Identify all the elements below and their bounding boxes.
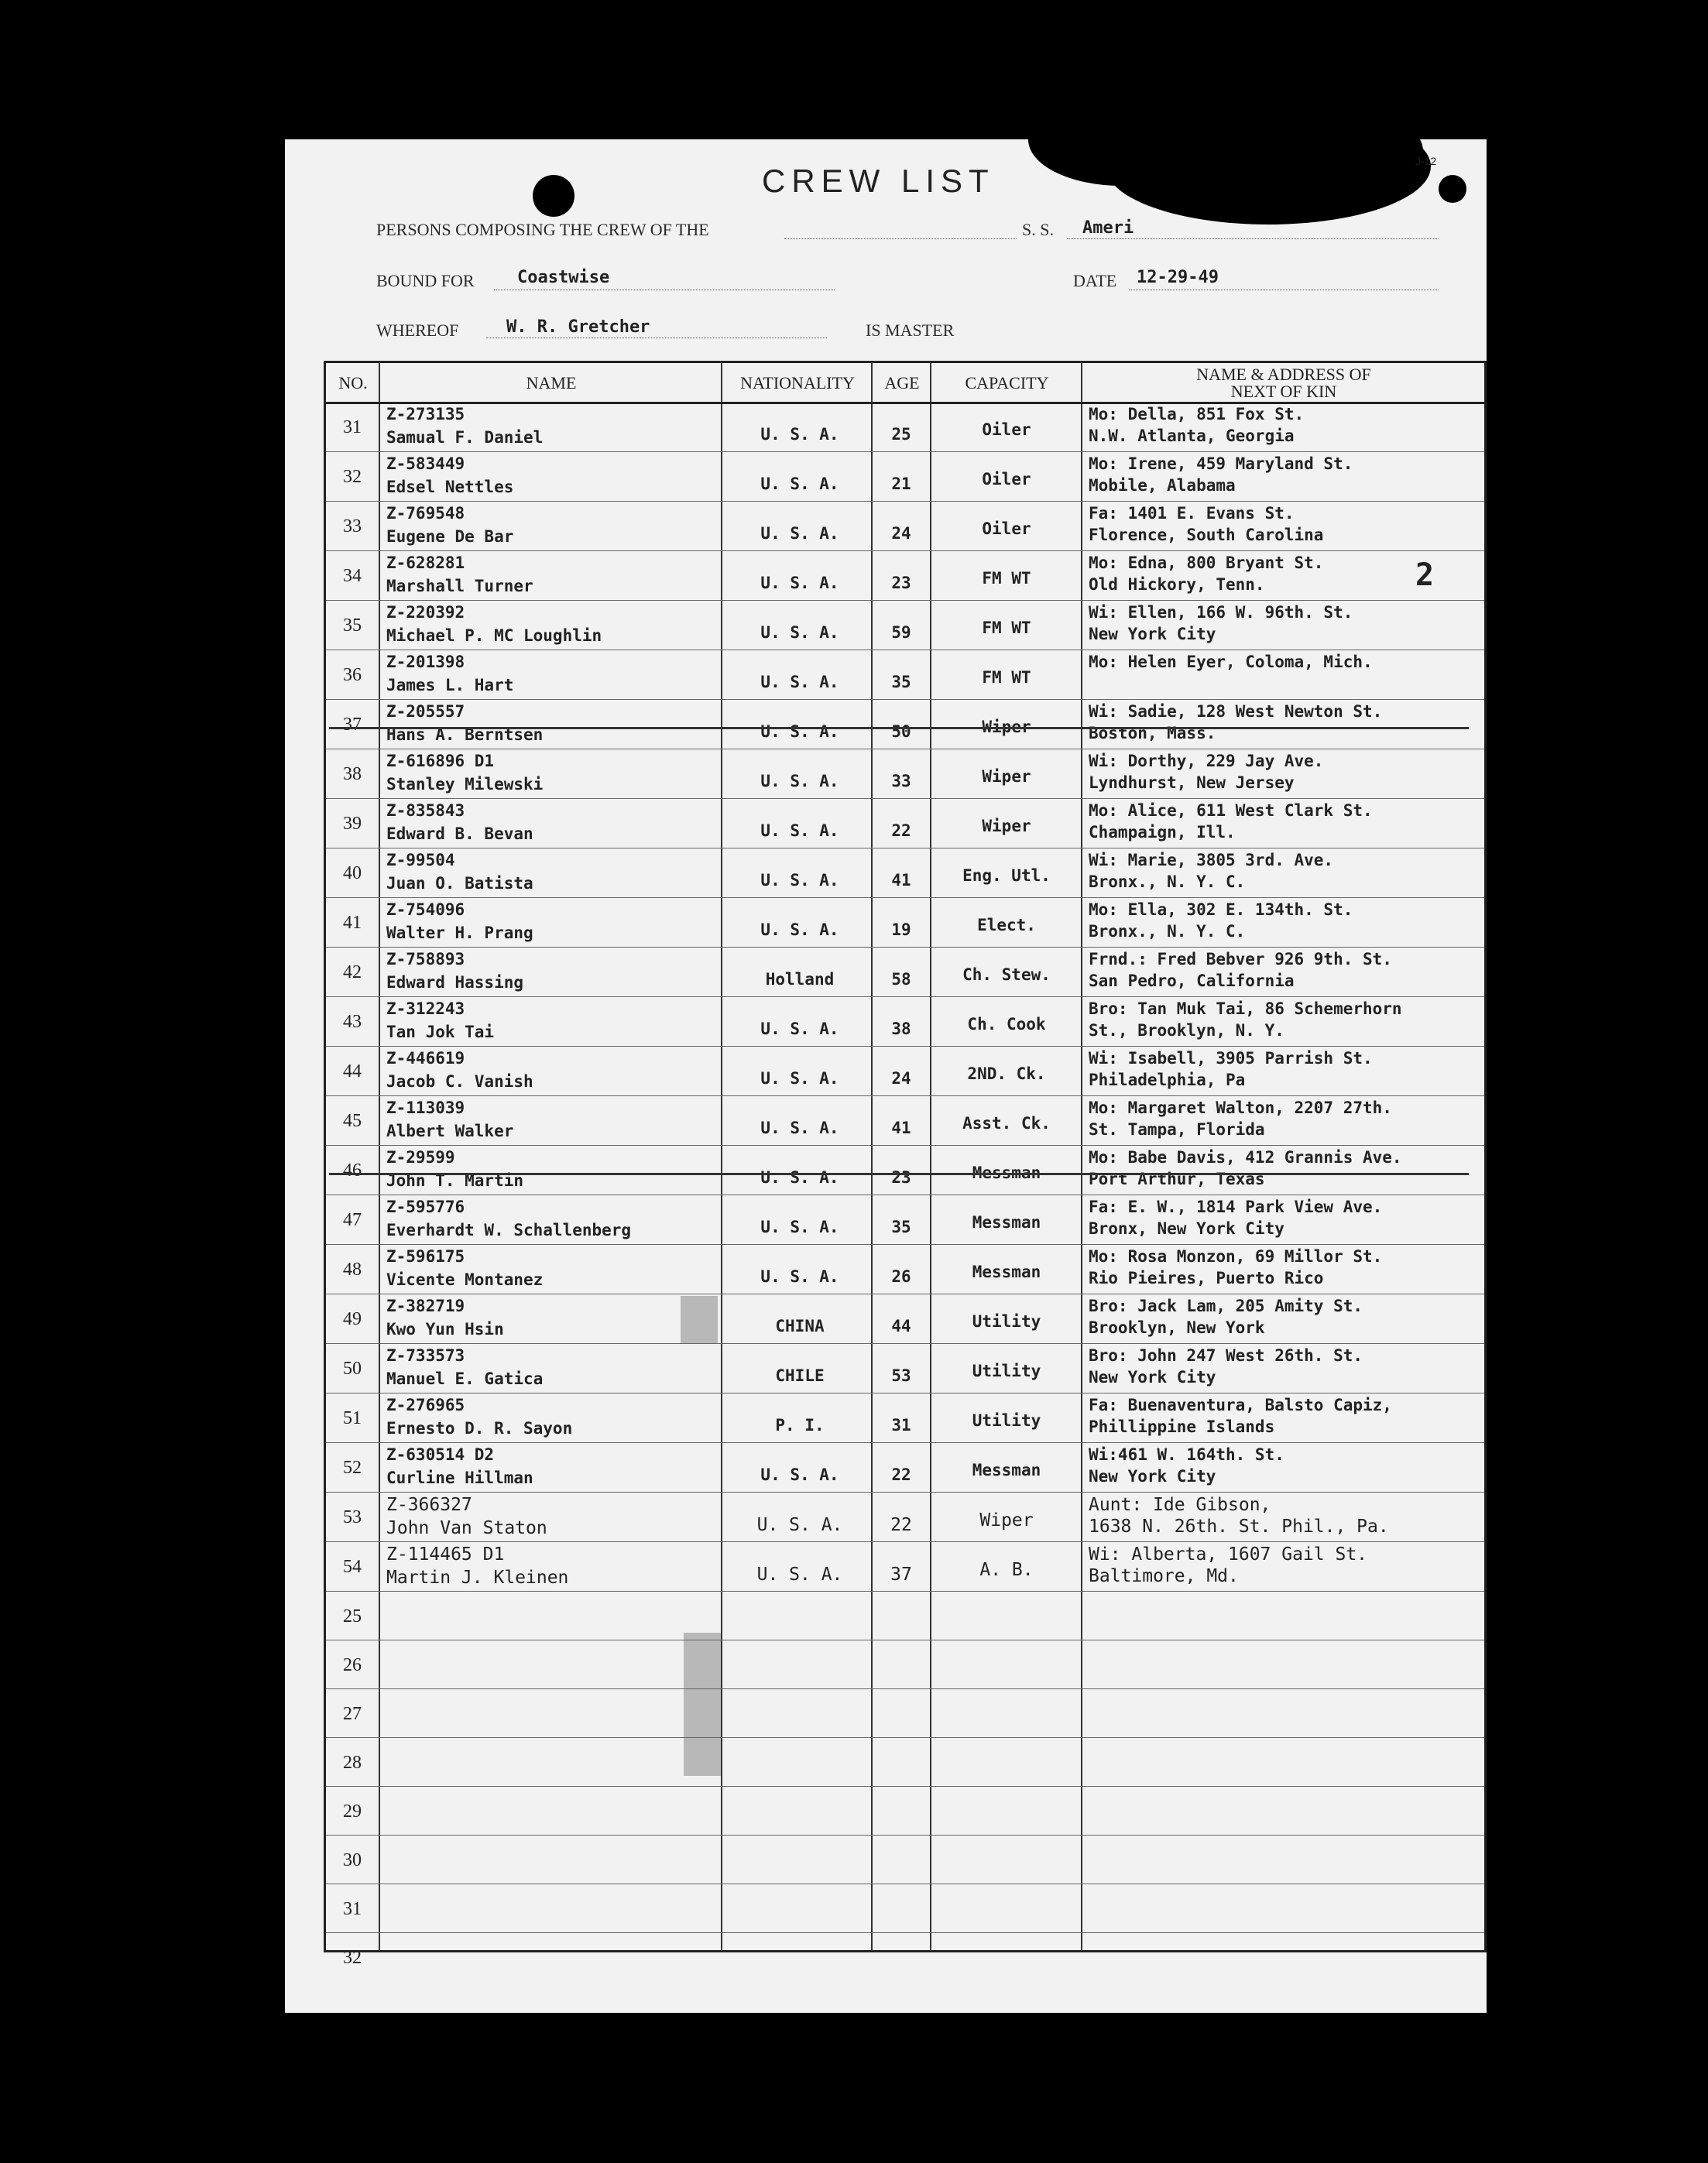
crew-name: Edsel Nettles — [386, 478, 514, 496]
nationality: U. S. A. — [760, 475, 839, 493]
capacity: Ch. Cook — [967, 1015, 1046, 1034]
crew-name: Albert Walker — [386, 1122, 514, 1140]
capacity: 2ND. Ck. — [967, 1064, 1046, 1083]
row-number: 41 — [343, 913, 362, 933]
capacity: Utility — [972, 1312, 1041, 1331]
kin-line-1: Bro: Tan Muk Tai, 86 Schemerhorn — [1089, 999, 1402, 1018]
crew-name: Eugene De Bar — [386, 527, 514, 546]
seaman-id: Z-835843 — [386, 801, 465, 820]
row-rule — [326, 996, 1484, 997]
kin-line-2: Baltimore, Md. — [1089, 1566, 1239, 1586]
row-number: 48 — [343, 1260, 362, 1280]
crew-name: Edward B. Bevan — [386, 824, 533, 843]
seaman-id: Z-113039 — [386, 1099, 465, 1117]
strike-through — [329, 1173, 1469, 1175]
capacity: Messman — [972, 1461, 1041, 1479]
row-number: 40 — [343, 863, 362, 883]
col-header-capacity: CAPACITY — [965, 373, 1049, 392]
row-number: 45 — [343, 1111, 362, 1131]
row-number: 33 — [343, 516, 362, 536]
stamp-mark — [684, 1633, 721, 1776]
row-number: 36 — [343, 665, 362, 685]
crew-table — [324, 361, 1487, 1968]
nationality: U. S. A. — [756, 1515, 843, 1535]
seaman-id: Z-366327 — [386, 1495, 472, 1515]
row-number: 39 — [343, 814, 362, 834]
date-label: DATE — [1073, 271, 1117, 290]
age: 22 — [890, 1515, 912, 1535]
crew-name: Edward Hassing — [386, 973, 524, 992]
age: 22 — [891, 821, 911, 840]
col-header-age: AGE — [884, 373, 920, 392]
age: 22 — [891, 1465, 911, 1484]
capacity: Asst. Ck. — [962, 1114, 1051, 1133]
nationality: U. S. A. — [756, 1565, 843, 1585]
nationality: U. S. A. — [760, 772, 839, 790]
kin-line-1: Wi: Isabell, 3905 Parrish St. — [1089, 1049, 1373, 1068]
kin-line-2: Boston, Mass. — [1089, 724, 1216, 742]
punch-hole — [1439, 175, 1466, 203]
kin-line-1: Wi: Alberta, 1607 Gail St. — [1089, 1544, 1368, 1565]
row-rule — [326, 1591, 1484, 1592]
kin-line-2: Mobile, Alabama — [1089, 476, 1236, 495]
row-number: 29 — [343, 1801, 362, 1822]
crew-name: Kwo Yun Hsin — [386, 1320, 504, 1339]
kin-line-2: Champaign, Ill. — [1089, 823, 1236, 842]
row-number: 54 — [343, 1557, 362, 1577]
age: 31 — [891, 1416, 911, 1435]
nationality: U. S. A. — [760, 574, 839, 592]
crew-name: Everhardt W. Schallenberg — [386, 1221, 632, 1239]
seaman-id: Z-595776 — [386, 1198, 465, 1216]
nationality: U. S. A. — [760, 623, 839, 642]
row-number: 31 — [343, 1899, 362, 1919]
nationality: U. S. A. — [760, 673, 839, 691]
capacity: FM WT — [982, 619, 1031, 637]
header-rule — [326, 402, 1484, 404]
kin-line-2: Florence, South Carolina — [1089, 526, 1324, 544]
capacity: Ch. Stew. — [962, 965, 1051, 984]
row-number: 32 — [343, 467, 362, 487]
nationality: U. S. A. — [760, 722, 839, 741]
age: 41 — [891, 1119, 911, 1137]
kin-line-1: Mo: Della, 851 Fox St. — [1089, 405, 1305, 423]
age: 23 — [891, 574, 911, 592]
kin-line-2: Bronx, New York City — [1089, 1219, 1284, 1238]
dotted-line — [784, 238, 1017, 239]
age: 26 — [891, 1267, 911, 1286]
seaman-id: Z-583449 — [386, 454, 465, 473]
age: 58 — [891, 970, 911, 989]
page-title: CREW LIST — [762, 163, 995, 199]
crew-name: Ernesto D. R. Sayon — [386, 1419, 573, 1438]
punch-hole — [1188, 175, 1230, 217]
row-rule — [326, 501, 1484, 502]
seaman-id: Z-596175 — [386, 1247, 465, 1266]
capacity: Wiper — [979, 1510, 1034, 1531]
col-header-kin: NAME & ADDRESS OF NEXT OF KIN — [1196, 365, 1371, 401]
nationality: U. S. A. — [760, 871, 839, 890]
crew-name: Vicente Montanez — [386, 1270, 544, 1289]
row-rule — [326, 1541, 1484, 1542]
form-number: J-12 — [1415, 155, 1437, 167]
kin-line-2: New York City — [1089, 1368, 1216, 1387]
row-number: 43 — [343, 1012, 362, 1032]
age: 24 — [891, 524, 911, 543]
kin-line-1: Aunt: Ide Gibson, — [1089, 1495, 1271, 1515]
row-rule — [326, 1835, 1484, 1836]
capacity: Messman — [972, 1213, 1041, 1232]
seaman-id: Z-754096 — [386, 900, 465, 919]
nationality: U. S. A. — [760, 524, 839, 543]
row-number: 50 — [343, 1359, 362, 1379]
kin-line-1: Mo: Babe Davis, 412 Grannis Ave. — [1089, 1148, 1402, 1167]
col-header-nationality: NATIONALITY — [740, 373, 855, 392]
age: 35 — [891, 673, 911, 691]
kin-line-2: St. Tampa, Florida — [1089, 1120, 1265, 1139]
kin-line-1: Wi: Ellen, 166 W. 96th. St. — [1089, 603, 1353, 622]
kin-line-2: Bronx., N. Y. C. — [1089, 922, 1246, 941]
kin-line-1: Wi: Marie, 3805 3rd. Ave. — [1089, 851, 1334, 869]
seaman-id: Z-205557 — [386, 702, 465, 721]
master-name: W. R. Gretcher — [506, 317, 650, 337]
capacity: Wiper — [982, 817, 1031, 835]
column-divider — [930, 363, 931, 1950]
nationality: U. S. A. — [760, 1020, 839, 1038]
kin-line-1: Frnd.: Fred Bebver 926 9th. St. — [1089, 950, 1392, 968]
seaman-id: Z-201398 — [386, 653, 465, 671]
row-number: 47 — [343, 1210, 362, 1230]
row-number: 27 — [343, 1704, 362, 1724]
kin-line-2: Bronx., N. Y. C. — [1089, 872, 1246, 891]
bound-for-label: BOUND FOR — [376, 271, 475, 290]
nationality: U. S. A. — [760, 821, 839, 840]
kin-line-2: Old Hickory, Tenn. — [1089, 575, 1265, 594]
row-number: 51 — [343, 1408, 362, 1428]
column-divider — [1081, 363, 1082, 1950]
nationality: U. S. A. — [760, 1218, 839, 1236]
age: 37 — [890, 1565, 912, 1585]
age: 19 — [891, 920, 911, 939]
dotted-line — [1067, 238, 1439, 239]
date-value: 12-29-49 — [1137, 268, 1219, 287]
seaman-id: Z-382719 — [386, 1297, 465, 1315]
crew-name: James L. Hart — [386, 676, 514, 694]
row-rule — [326, 1442, 1484, 1443]
strike-through — [329, 727, 1469, 729]
nationality: U. S. A. — [760, 1069, 839, 1088]
seaman-id: Z-220392 — [386, 603, 465, 622]
capacity: Eng. Utl. — [962, 866, 1051, 885]
crew-name: John T. Martin — [386, 1171, 524, 1190]
kin-line-1: Wi:461 W. 164th. St. — [1089, 1445, 1284, 1464]
crew-name: Tan Jok Tai — [386, 1023, 495, 1041]
seaman-id: Z-733573 — [386, 1346, 465, 1365]
seaman-id: Z-769548 — [386, 504, 465, 523]
row-number: 44 — [343, 1061, 362, 1082]
nationality: U. S. A. — [760, 920, 839, 939]
age: 38 — [891, 1020, 911, 1038]
row-rule — [326, 798, 1484, 799]
col-header-no: NO. — [338, 373, 368, 392]
nationality: U. S. A. — [760, 1119, 839, 1137]
nationality: U. S. A. — [760, 1267, 839, 1286]
seaman-id: Z-273135 — [386, 405, 465, 423]
seaman-id: Z-312243 — [386, 999, 465, 1018]
row-rule — [326, 1244, 1484, 1245]
row-rule — [326, 550, 1484, 551]
capacity: Wiper — [982, 767, 1031, 786]
kin-line-1: Bro: Jack Lam, 205 Amity St. — [1089, 1297, 1363, 1315]
ss-label: S. S. — [1022, 220, 1054, 239]
crew-name: Martin J. Kleinen — [386, 1568, 569, 1588]
row-rule — [326, 1492, 1484, 1493]
row-rule — [326, 600, 1484, 601]
kin-line-2: 1638 N. 26th. St. Phil., Pa. — [1089, 1517, 1389, 1537]
seaman-id: Z-628281 — [386, 554, 465, 572]
column-divider — [871, 363, 873, 1950]
kin-line-1: Mo: Ella, 302 E. 134th. St. — [1089, 900, 1353, 919]
row-number: 31 — [343, 417, 362, 437]
crew-name: Juan O. Batista — [386, 874, 533, 893]
age: 59 — [891, 623, 911, 642]
kin-line-1: Wi: Dorthy, 229 Jay Ave. — [1089, 752, 1324, 770]
column-divider — [721, 363, 722, 1950]
row-number: 42 — [343, 962, 362, 982]
age: 33 — [891, 772, 911, 790]
kin-line-1: Mo: Edna, 800 Bryant St. — [1089, 554, 1324, 572]
kin-line-1: Mo: Helen Eyer, Coloma, Mich. — [1089, 653, 1373, 671]
age: 53 — [891, 1366, 911, 1385]
capacity: Messman — [972, 1263, 1041, 1281]
capacity: Utility — [972, 1411, 1041, 1430]
crew-name: John Van Staton — [386, 1518, 547, 1538]
row-number: 30 — [343, 1850, 362, 1870]
kin-line-2: Rio Pieires, Puerto Rico — [1089, 1269, 1324, 1287]
stamp-mark — [681, 1296, 718, 1344]
crew-list-sheet — [285, 139, 1487, 2013]
crew-name: Manuel E. Gatica — [386, 1369, 544, 1388]
kin-line-1: Mo: Alice, 611 West Clark St. — [1089, 801, 1373, 820]
capacity: FM WT — [982, 668, 1031, 687]
nationality: P. I. — [775, 1416, 825, 1435]
kin-line-1: Mo: Margaret Walton, 2207 27th. — [1089, 1099, 1392, 1117]
capacity: Oiler — [982, 470, 1031, 488]
row-number: 46 — [343, 1160, 362, 1181]
capacity: A. B. — [979, 1560, 1034, 1580]
row-number: 34 — [343, 566, 362, 586]
crew-name: Walter H. Prang — [386, 924, 533, 942]
age: 25 — [891, 425, 911, 444]
kin-line-2: New York City — [1089, 625, 1216, 643]
capacity: Utility — [972, 1362, 1041, 1380]
kin-line-1: Fa: 1401 E. Evans St. — [1089, 504, 1295, 523]
kin-line-1: Fa: E. W., 1814 Park View Ave. — [1089, 1198, 1383, 1216]
seaman-id: Z-630514 D2 — [386, 1445, 495, 1464]
row-rule — [326, 451, 1484, 452]
margin-note: 2 — [1415, 557, 1435, 593]
row-rule — [326, 1932, 1484, 1933]
kin-line-2: Philadelphia, Pa — [1089, 1071, 1246, 1089]
row-rule — [326, 699, 1484, 700]
whereof-label: WHEREOF — [376, 321, 459, 340]
kin-line-2: Brooklyn, New York — [1089, 1318, 1265, 1337]
age: 24 — [891, 1069, 911, 1088]
ship-name: Ameri — [1082, 218, 1134, 238]
seaman-id: Z-616896 D1 — [386, 752, 495, 770]
kin-line-2: Port Arthur, Texas — [1089, 1170, 1265, 1188]
row-number: 25 — [343, 1606, 362, 1627]
row-number: 35 — [343, 615, 362, 636]
capacity: Elect. — [977, 916, 1036, 934]
crew-name: Hans A. Berntsen — [386, 725, 544, 744]
row-number: 53 — [343, 1507, 362, 1527]
row-number: 52 — [343, 1458, 362, 1478]
crew-name: Jacob C. Vanish — [386, 1072, 533, 1091]
row-rule — [326, 897, 1484, 898]
punch-hole — [533, 175, 574, 217]
bound-for-value: Coastwise — [517, 268, 610, 287]
kin-line-1: Mo: Rosa Monzon, 69 Millor St. — [1089, 1247, 1383, 1266]
age: 41 — [891, 871, 911, 890]
row-rule — [326, 1095, 1484, 1096]
capacity: FM WT — [982, 569, 1031, 588]
row-rule — [326, 947, 1484, 948]
age: 35 — [891, 1218, 911, 1236]
crew-name: Samual F. Daniel — [386, 428, 544, 447]
row-number: 38 — [343, 764, 362, 784]
kin-line-2: Phillippine Islands — [1089, 1417, 1275, 1436]
kin-line-1: Bro: John 247 West 26th. St. — [1089, 1346, 1363, 1365]
crew-name: Marshall Turner — [386, 577, 533, 595]
row-rule — [326, 1046, 1484, 1047]
age: 23 — [891, 1168, 911, 1187]
seaman-id: Z-446619 — [386, 1049, 465, 1068]
seaman-id: Z-99504 — [386, 851, 455, 869]
row-number: 28 — [343, 1753, 362, 1773]
row-number: 49 — [343, 1309, 362, 1329]
row-number: 32 — [343, 1948, 362, 1968]
row-number: 26 — [343, 1655, 362, 1675]
capacity: Messman — [972, 1164, 1041, 1182]
col-header-name: NAME — [526, 373, 577, 392]
capacity: Oiler — [982, 519, 1031, 538]
nationality: CHINA — [775, 1317, 825, 1335]
nationality: U. S. A. — [760, 425, 839, 444]
crew-name: Curline Hillman — [386, 1469, 533, 1487]
crew-name: Stanley Milewski — [386, 775, 544, 794]
seaman-id: Z-114465 D1 — [386, 1544, 505, 1565]
kin-line-2: New York City — [1089, 1467, 1216, 1486]
kin-line-2: Lyndhurst, New Jersey — [1089, 773, 1295, 792]
column-divider — [379, 363, 380, 1950]
row-rule — [326, 1343, 1484, 1344]
crew-name: Michael P. MC Loughlin — [386, 626, 602, 645]
seaman-id: Z-29599 — [386, 1148, 455, 1167]
capacity: Wiper — [982, 718, 1031, 736]
persons-label: PERSONS COMPOSING THE CREW OF THE — [376, 220, 709, 239]
capacity: Oiler — [982, 420, 1031, 439]
kin-line-2: St., Brooklyn, N. Y. — [1089, 1021, 1284, 1040]
kin-line-2: N.W. Atlanta, Georgia — [1089, 427, 1295, 445]
age: 44 — [891, 1317, 911, 1335]
age: 50 — [891, 722, 911, 741]
nationality: U. S. A. — [760, 1168, 839, 1187]
master-label: IS MASTER — [866, 321, 955, 340]
nationality: CHILE — [775, 1366, 825, 1385]
age: 21 — [891, 475, 911, 493]
seaman-id: Z-276965 — [386, 1396, 465, 1414]
row-rule — [326, 1688, 1484, 1689]
kin-line-2: San Pedro, California — [1089, 972, 1295, 990]
kin-line-1: Wi: Sadie, 128 West Newton St. — [1089, 702, 1383, 721]
row-rule — [326, 1786, 1484, 1787]
row-rule — [326, 1145, 1484, 1146]
row-number: 37 — [343, 715, 362, 735]
seaman-id: Z-758893 — [386, 950, 465, 968]
row-rule — [326, 1737, 1484, 1738]
torn-edge — [1315, 116, 1423, 186]
kin-line-1: Mo: Irene, 459 Maryland St. — [1089, 454, 1353, 473]
kin-line-1: Fa: Buenaventura, Balsto Capiz, — [1089, 1396, 1392, 1414]
nationality: U. S. A. — [760, 1465, 839, 1484]
nationality: Holland — [765, 970, 835, 989]
